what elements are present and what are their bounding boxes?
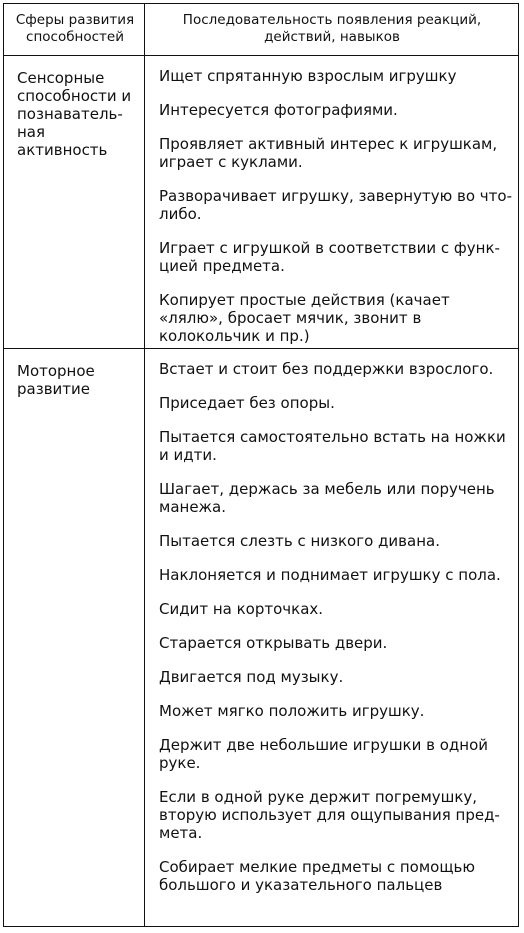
motor-items-cell bbox=[146, 349, 518, 927]
sphere-sensory: Сенсорные способности и познаватель-ная активность bbox=[17, 69, 132, 159]
list-item: Двигается под музыку. bbox=[159, 668, 344, 686]
list-item: Держит две небольшие игрушки в одной руке. bbox=[159, 736, 489, 772]
list-item: Встает и стоит без поддержки взрослого. bbox=[159, 360, 494, 378]
sensory-items-cell bbox=[146, 56, 518, 348]
sphere-motor: Моторное развитие bbox=[17, 362, 95, 398]
list-item: Играет с игрушкой в соответствии с функ-цией предмета. bbox=[159, 239, 500, 275]
list-item: Пытается слезть с низкого дивана. bbox=[159, 532, 440, 550]
sensory-items-list bbox=[146, 56, 518, 345]
list-item: Может мягко положить игрушку. bbox=[159, 702, 425, 720]
list-item: Шагает, держась за мебель или поручень манежа. bbox=[159, 480, 495, 516]
table-header-row bbox=[4, 3, 518, 55]
table-row bbox=[4, 348, 518, 927]
list-item: Сидит на корточках. bbox=[159, 600, 324, 618]
list-item: Собирает мелкие предметы с помощью большого и указательного пальцев bbox=[159, 858, 475, 894]
list-item: Интересуется фотографиями. bbox=[159, 101, 398, 119]
motor-items-list bbox=[146, 349, 518, 894]
header-sequence: Последовательность появления реакций, действий, навыков bbox=[182, 12, 482, 45]
list-item: Приседает без опоры. bbox=[159, 394, 335, 412]
development-table bbox=[3, 3, 519, 927]
list-item: Разворачивает игрушку, завернутую во что-либо. bbox=[159, 187, 512, 223]
header-spheres: Сферы развития способностей bbox=[15, 12, 135, 45]
list-item: Пытается самостоятельно встать на ножки и идти. bbox=[159, 428, 506, 464]
list-item: Если в одной руке держит погремушку, вторую использует для ощупывания пред-мета. bbox=[159, 788, 500, 842]
list-item: Старается открывать двери. bbox=[159, 634, 388, 652]
list-item: Наклоняется и поднимает игрушку с пола. bbox=[159, 566, 501, 584]
list-item: Ищет спрятанную взрослым игрушку bbox=[159, 67, 457, 85]
list-item: Проявляет активный интерес к игрушкам, играет с куклами. bbox=[159, 135, 498, 171]
list-item: Копирует простые действия (качает «лялю», бросает мячик, звонит в колокольчик и пр.) bbox=[159, 291, 450, 345]
table-row bbox=[4, 55, 518, 348]
